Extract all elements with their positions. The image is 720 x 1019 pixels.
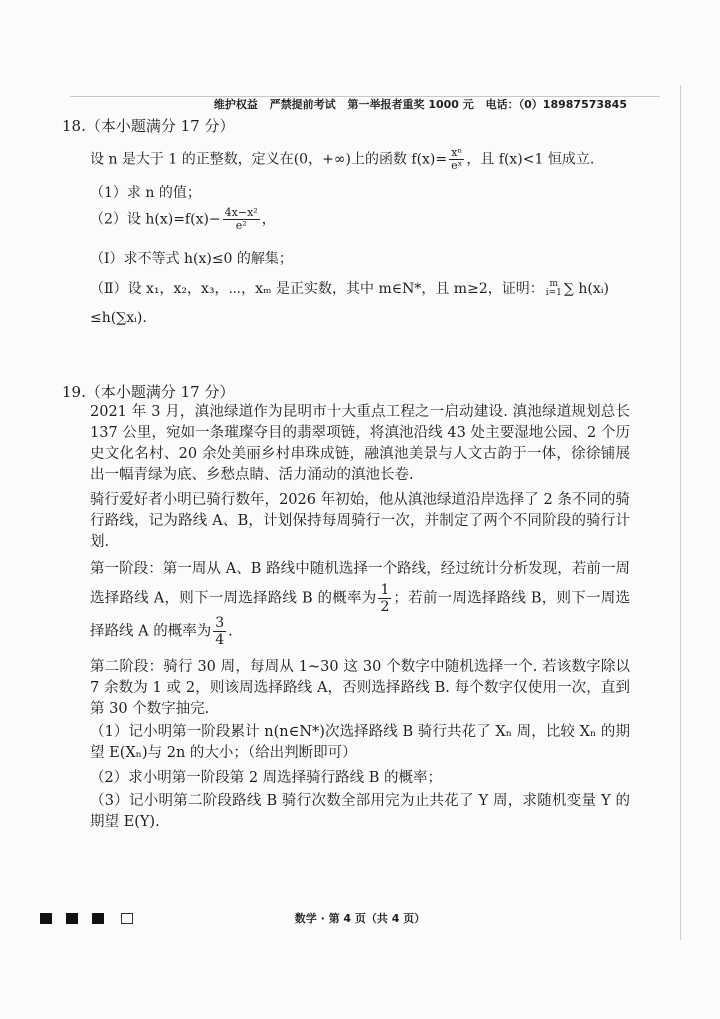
q19-p3-f1-num: 1 [380, 582, 390, 598]
q18-stem-num: xⁿ [449, 147, 464, 160]
q19-p3-fraction-1 [378, 582, 391, 615]
q19-paragraph-4: 第二阶段：骑行 30 周，每周从 1~30 这 30 个数字中随机选择一个. 若该数字除以 7 余数为 1 或 2，则该周选择路线 A，否则选择路线 B. 每个数字仅使用一次，直到第 30 个数字抽完. [90, 659, 630, 717]
q18-sub2 [90, 278, 609, 298]
q18-part2-num: 4x−x² [224, 206, 258, 219]
page-edge [680, 85, 681, 940]
q18-sum-limits [546, 280, 562, 298]
q19-p3-c: . [228, 623, 233, 640]
q19-p3-b: ；若前一周选择路线 B，则下一周选择路线 A 的概率为 [90, 590, 631, 640]
page-footer: 数学 · 第 4 页（共 4 页） [294, 912, 426, 925]
q18-sub2-cont: ≤h(∑xᵢ). [90, 310, 147, 326]
q18-sum-top: m [549, 279, 559, 289]
q18-part2-a: （2）设 h(x)=f(x)− [90, 211, 221, 228]
q18-stem-den: eˣ [451, 159, 463, 172]
q18-part2-b: ， [261, 211, 276, 228]
header-slogan-1: 维护权益 [213, 98, 258, 111]
q19-p3-f1-den: 2 [380, 599, 390, 615]
q19-p3-fraction-2 [213, 615, 226, 648]
q18-score: （本小题满分 17 分） [85, 117, 235, 135]
q18-stem-fraction [449, 147, 464, 172]
q19-score: （本小题满分 17 分） [85, 383, 235, 401]
q19-part1: （1）记小明第一阶段累计 n(n∈N*)次选择路线 B 骑行共花了 Xₙ 周，比较 Xₙ 的期望 E(Xₙ)与 2n 的大小；（给出判断即可） [90, 724, 630, 761]
q18-sum-bottom: i=1 [545, 288, 562, 298]
q18-sub2-a: （Ⅱ）设 x₁，x₂，x₃，⋯，xₘ 是正实数，其中 m∈N*，且 m≥2，证明： [90, 281, 544, 297]
q19-paragraph-3 [90, 556, 630, 648]
q19-p3-a: 第一阶段：第一周从 A、B 路线中随机选择一个路线，经过统计分析发现，若前一周选择路线 A，则下一周选择路线 B 的概率为 [90, 561, 630, 607]
header-phone: 电话：（0）18987573845 [485, 98, 627, 111]
q18-heading [62, 115, 234, 136]
q18-part2-den: e² [235, 219, 247, 232]
q18-stem-a: 设 n 是大于 1 的正整数，定义在(0，+∞)上的函数 f(x)= [90, 151, 448, 168]
q18-stem-b: ，且 f(x)<1 恒成立. [466, 151, 595, 168]
q19-p3-f2-den: 4 [215, 632, 225, 648]
q19-paragraph-1: 2021 年 3 月，滇池绿道作为昆明市十大重点工程之一启动建设. 滇池绿道规划总长 137 公里，宛如一条璀璨夺目的翡翠项链，将滇池沿线 43 处主要湿地公园、2 个历史文化名村、20 余处美丽乡村串珠成链，融滇池美景与人文古韵于一体，徐徐铺展出一幅青绿为底、乡愁点睛、活力涌动的滇池长卷. [90, 404, 630, 483]
q19-heading [62, 381, 234, 402]
q18-sub2-sum: ∑ h(xᵢ) [563, 281, 609, 297]
q18-part2-fraction [223, 207, 260, 232]
q19-part3: （3）记小明第二阶段路线 B 骑行次数全部用完为止共花了 Y 周，求随机变量 Y 的期望 E(Y). [90, 793, 630, 830]
header-slogan-2: 严禁提前考试 [269, 98, 336, 111]
page-header [206, 96, 627, 112]
q19-paragraph-2: 骑行爱好者小明已骑行数年，2026 年初始，他从滇池绿道沿岸选择了 2 条不同的骑行路线，记为路线 A、B，计划保持每周骑行一次，并制定了两个不同阶段的骑行计划. [90, 492, 630, 550]
q18-stem [90, 147, 594, 172]
q19-number: 19. [62, 383, 86, 401]
q18-sub1: （Ⅰ）求不等式 h(x)≤0 的解集； [90, 251, 293, 267]
q18-number: 18. [62, 117, 86, 135]
q18-part1: （1）求 n 的值； [90, 185, 201, 201]
header-slogan-3: 第一举报者重奖 1000 元 [347, 98, 474, 111]
q19-p3-f2-num: 3 [215, 615, 225, 631]
q18-part2 [90, 207, 276, 232]
q19-part2: （2）求小明第一阶段第 2 周选择骑行路线 B 的概率； [90, 770, 443, 786]
